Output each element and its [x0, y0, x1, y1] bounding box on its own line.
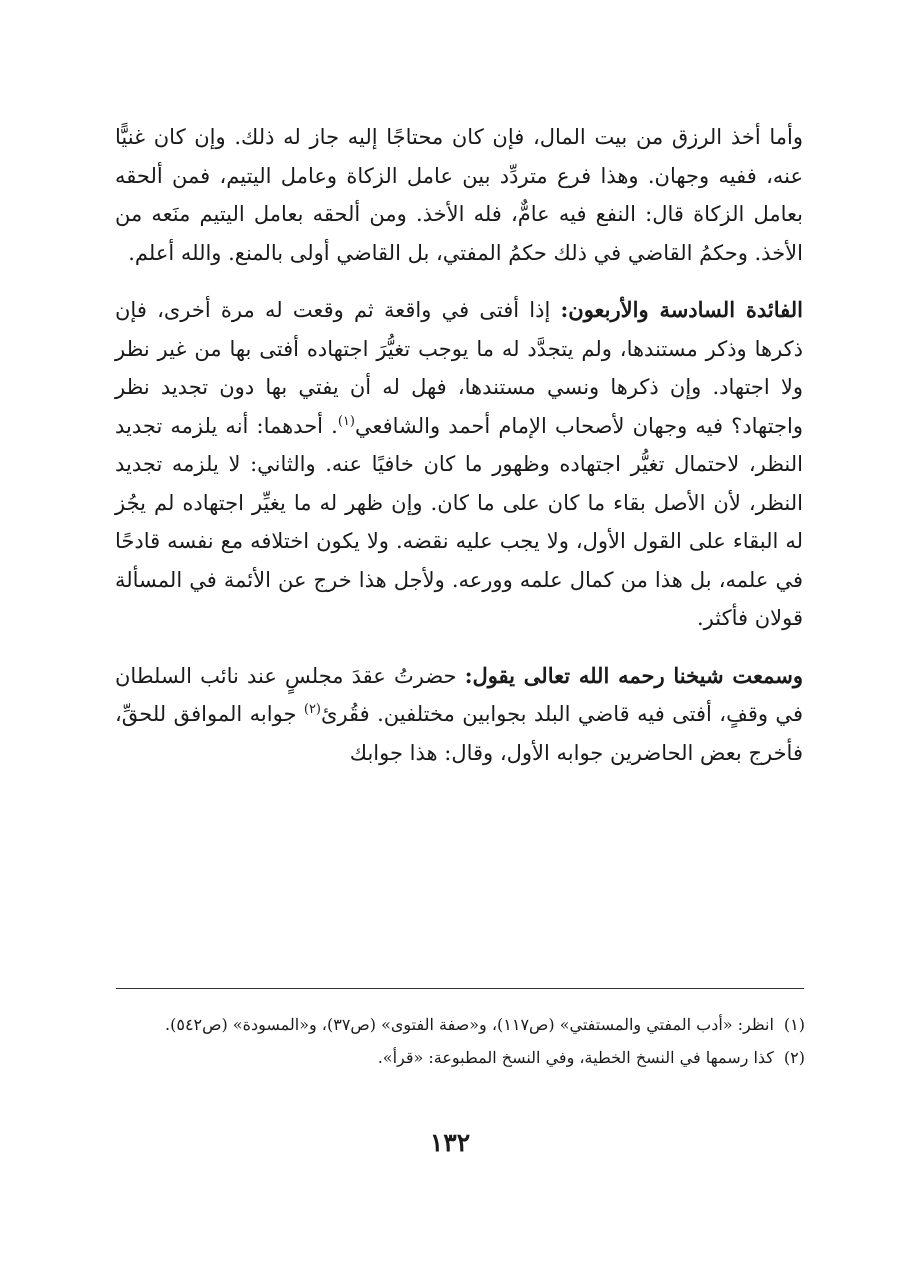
footnote-2-number: (٢) — [783, 1048, 805, 1067]
footnote-1-text: انظر: «أدب المفتي والمستفتي» (ص١١٧)، و«صفة الفتوى» (ص٣٧)، و«المسودة» (ص٥٤٢). — [165, 1015, 774, 1034]
footnote-2-text: كذا رسمها في النسخ الخطية، وفي النسخ المطبوعة: «قرأ». — [377, 1048, 774, 1067]
paragraph-3-heading: وسمعت شيخنا رحمه الله تعالى يقول: — [464, 662, 803, 688]
footnote-1 — [115, 1008, 805, 1041]
paragraph-3-text-cont: جوابه الموافق للحقِّ، فأخرج بعض الحاضرين جوابه الأول، وقال: هذا جوابك — [115, 702, 803, 765]
paragraph-2 — [115, 291, 803, 638]
footnote-1-number: (١) — [783, 1015, 805, 1034]
paragraph-2-text-cont: . أحدهما: أنه يلزمه تجديد النظر، لاحتمال تغيُّر اجتهاده وظهور ما كان خافيًا عنه. والثاني: لا يلزمه تجديد النظر، لأن الأصل بقاء ما كان على ما كان. وإن ظهر له ما يغيِّر اجتهاده لم يجُز له البقاء على القول الأول، ولا يجب عليه نقضه. ولا يكون اختلافه مع نفسه قادحًا في علمه، بل هذا من كمال علمه وورعه. ولأجل هذا خرج عن الأئمة في المسألة قولان فأكثر. — [115, 413, 803, 630]
paragraph-2-heading: الفائدة السادسة والأربعون: — [560, 297, 803, 322]
footnote-ref-2[interactable]: (٢) — [303, 702, 321, 717]
footnote-divider — [116, 988, 804, 989]
footnote-2 — [115, 1041, 805, 1074]
footnotes — [115, 1008, 805, 1074]
paragraph-1-text: وأما أخذ الرزق من بيت المال، فإن كان محتاجًا إليه جاز له ذلك. وإن كان غنيًّا عنه، ففيه وجهان. وهذا فرع متردِّد بين عامل الزكاة وعامل اليتيم، فمن ألحقه بعامل الزكاة قال: النفع فيه عامٌّ، فله الأخذ. ومن ألحقه بعامل اليتيم منَعه من الأخذ. وحكمُ القاضي في ذلك حكمُ المفتي، بل القاضي أولى بالمنع. والله أعلم. — [115, 125, 803, 265]
paragraph-3 — [115, 657, 803, 773]
paragraph-3-text: حضرتُ عقدَ مجلسٍ عند نائب السلطان في وقفٍ، أفتى فيه قاضي البلد بجوابين مختلفين. فقُرئ — [115, 663, 803, 726]
footnote-ref-1[interactable]: (١) — [337, 413, 355, 429]
paragraph-2-text: إذا أفتى في واقعة ثم وقعت له مرة أخرى، فإن ذكرها وذكر مستندها، ولم يتجدَّد له ما يوجب تغيُّرَ اجتهاده أفتى بها من غير نظر ولا اجتهاد. وإن ذكرها ونسي مستندها، فهل له أن يفتي بها دون تجديد نظر واجتهاد؟ فيه وجهان لأصحاب الإمام أحمد والشافعي — [115, 298, 803, 438]
main-text — [115, 118, 803, 772]
page-number: ١٣٢ — [429, 1128, 471, 1157]
paragraph-1 — [115, 118, 803, 272]
